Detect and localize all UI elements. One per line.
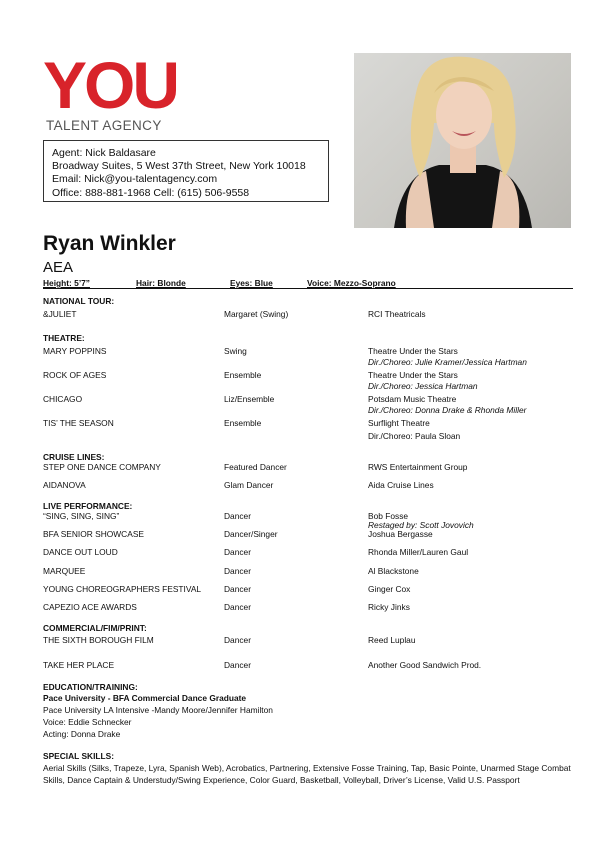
training-line: Pace University LA Intensive -Mandy Moore/Jennifer Hamilton: [43, 705, 273, 715]
credit-company: Aida Cruise Lines: [368, 480, 434, 490]
credit-show: “SING, SING, SING”: [43, 511, 120, 521]
credit-company: Rhonda Miller/Lauren Gaul: [368, 547, 469, 557]
credit-director: Dir./Choreo: Julie Kramer/Jessica Hartman: [368, 357, 527, 367]
credit-role: Dancer: [224, 635, 251, 645]
credit-company: Bob Fosse: [368, 511, 409, 521]
credit-role: Dancer: [224, 566, 251, 576]
credit-role: Dancer: [224, 602, 251, 612]
credit-role: Ensemble: [224, 418, 262, 428]
credit-company: RCI Theatricals: [368, 309, 426, 319]
credit-director: Dir./Choreo: Paula Sloan: [368, 431, 461, 441]
credit-show: MARY POPPINS: [43, 346, 107, 356]
credit-company: Joshua Bergasse: [368, 529, 433, 539]
credit-company: Theatre Under the Stars: [368, 370, 458, 380]
section-live-performance: LIVE PERFORMANCE:: [43, 501, 133, 511]
credit-company: RWS Entertainment Group: [368, 462, 468, 472]
credit-role: Swing: [224, 346, 247, 356]
credit-role: Margaret (Swing): [224, 309, 289, 319]
union-affiliation: AEA: [43, 259, 74, 276]
credit-show: ROCK OF AGES: [43, 370, 107, 380]
section-theatre: THEATRE:: [43, 333, 85, 343]
stat-voice: Voice: Mezzo-Soprano: [307, 278, 396, 288]
performer-name: Ryan Winkler: [43, 232, 176, 255]
credit-director: Dir./Choreo: Jessica Hartman: [368, 381, 478, 391]
logo-subtitle: TALENT AGENCY: [46, 118, 162, 133]
credit-company: Ginger Cox: [368, 584, 411, 594]
credit-role: Liz/Ensemble: [224, 394, 275, 404]
credit-role: Glam Dancer: [224, 480, 274, 490]
credit-company: Ricky Jinks: [368, 602, 410, 612]
credit-director: Restaged by: Scott Jovovich: [368, 520, 474, 530]
section-commercial: COMMERCIAL/FIM/PRINT:: [43, 623, 147, 633]
credit-show: DANCE OUT LOUD: [43, 547, 118, 557]
agency-logo: [43, 48, 203, 133]
headshot-photo: [354, 53, 571, 228]
credit-show: AIDANOVA: [43, 480, 86, 490]
credit-role: Dancer: [224, 584, 251, 594]
agent-phones: Office: 888-881-1968 Cell: (615) 506-9558: [52, 186, 250, 199]
credit-role: Ensemble: [224, 370, 262, 380]
section-cruise-lines: CRUISE LINES:: [43, 452, 105, 462]
special-skills-text: Aerial Skills (Silks, Trapeze, Lyra, Spanish Web), Acrobatics, Partnering, Extensive Fosse Training, Tap, Basic Pointe, Unarmed Stage Combat Skills, Dance Captain & Understudy/Swing Experience, Color Guard, Basketball, Volleyball, Driver’s License, Valid U.S. Passport: [43, 763, 571, 786]
agent-contact-box: [43, 140, 329, 202]
credit-role: Dancer: [224, 511, 251, 521]
credit-show: THE SIXTH BOROUGH FILM: [43, 635, 154, 645]
stat-eyes: Eyes: Blue: [230, 278, 273, 288]
stat-hair: Hair: Blonde: [136, 278, 186, 288]
education-degree: Pace University - BFA Commercial Dance Graduate: [43, 693, 247, 703]
credit-show: TAKE HER PLACE: [43, 660, 115, 670]
training-line: Acting: Donna Drake: [43, 729, 121, 739]
credit-show: BFA SENIOR SHOWCASE: [43, 529, 144, 539]
credit-company: Potsdam Music Theatre: [368, 394, 457, 404]
credit-show: &JULIET: [43, 309, 77, 319]
credit-company: Surflight Theatre: [368, 418, 430, 428]
section-education: EDUCATION/TRAINING:: [43, 682, 138, 692]
credit-show: YOUNG CHOREOGRAPHERS FESTIVAL: [43, 584, 202, 594]
credit-company: Al Blackstone: [368, 566, 419, 576]
credit-role: Featured Dancer: [224, 462, 287, 472]
credit-show: CHICAGO: [43, 394, 83, 404]
credit-show: MARQUEE: [43, 566, 86, 576]
agent-address: Broadway Suites, 5 West 37th Street, New York 10018: [52, 160, 306, 173]
credit-show: TIS’ THE SEASON: [43, 418, 114, 428]
section-special-skills: SPECIAL SKILLS:: [43, 751, 115, 761]
credit-role: Dancer: [224, 547, 251, 557]
credit-company: Theatre Under the Stars: [368, 346, 458, 356]
credit-director: Dir./Choreo: Donna Drake & Rhonda Miller: [368, 405, 527, 415]
agent-name: Agent: Nick Baldasare: [52, 147, 156, 159]
credit-company: Reed Luplau: [368, 635, 416, 645]
stats-row: [43, 278, 573, 289]
section-national-tour: NATIONAL TOUR:: [43, 296, 115, 306]
credit-show: STEP ONE DANCE COMPANY: [43, 462, 161, 472]
stat-height: Height: 5’7”: [43, 278, 90, 288]
headshot-illustration: [354, 53, 571, 228]
credit-show: CAPEZIO ACE AWARDS: [43, 602, 137, 612]
credit-role: Dancer: [224, 660, 251, 670]
credit-company: Another Good Sandwich Prod.: [368, 660, 482, 670]
agent-email: Email: Nick@you-talentagency.com: [52, 173, 218, 186]
logo-mark: YOU: [43, 48, 178, 122]
training-line: Voice: Eddie Schnecker: [43, 717, 132, 727]
credit-role: Dancer/Singer: [224, 529, 278, 539]
